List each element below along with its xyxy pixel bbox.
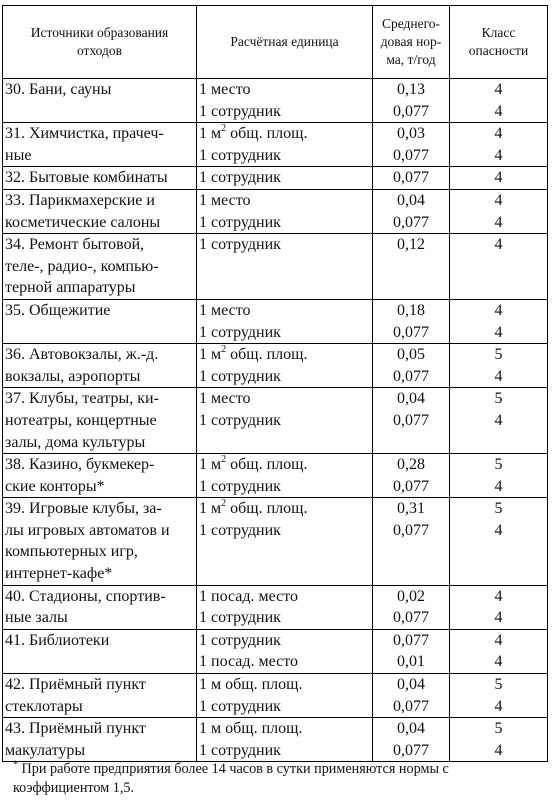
unit-text-rest: общ. площ. xyxy=(226,456,308,474)
norm-cell xyxy=(373,498,450,585)
hazard-class-value: 4 xyxy=(494,477,503,495)
hazard-class-cell xyxy=(450,189,548,233)
table-row xyxy=(3,629,548,673)
source-line: лы игровых автоматов и xyxy=(5,521,170,539)
unit-line xyxy=(199,651,368,673)
table-header-row xyxy=(3,6,548,79)
unit-line xyxy=(199,322,368,344)
unit-line xyxy=(199,740,368,762)
unit-text: 1 сотрудник xyxy=(199,741,281,759)
hazard-class-value: 4 xyxy=(494,146,503,164)
hazard-class-cell xyxy=(450,629,548,673)
hazard-class-value: 4 xyxy=(494,213,503,231)
hazard-class-cell xyxy=(450,234,548,300)
unit-line xyxy=(199,498,368,520)
header-source-line: Источники образования xyxy=(30,25,169,40)
norm-value: 0,01 xyxy=(397,653,425,671)
hazard-class-cell xyxy=(450,388,548,454)
unit-cell xyxy=(197,674,373,718)
table-row xyxy=(3,79,548,123)
footnote-text: При работе предприятия более 14 часов в сутки применяются нормы с xyxy=(18,761,449,777)
source-cell xyxy=(3,585,197,629)
header-source-line: отходов xyxy=(76,43,123,58)
source-cell xyxy=(3,454,197,498)
norm-value: 0,04 xyxy=(397,191,425,209)
hazard-class-value: 5 xyxy=(494,676,503,694)
norm-cell xyxy=(373,299,450,343)
norm-value: 0,077 xyxy=(393,609,429,627)
hazard-class-value: 4 xyxy=(494,323,503,341)
hazard-class-value: 4 xyxy=(494,125,503,143)
table-row xyxy=(3,718,548,762)
header-hazard xyxy=(450,6,548,79)
hazard-class-cell xyxy=(450,454,548,498)
unit-text: 1 посад. место xyxy=(199,587,299,605)
unit-line xyxy=(199,607,368,629)
source-line: 31. Химчистка, прачеч- xyxy=(5,125,164,143)
unit-text: 1 сотрудник xyxy=(199,236,281,254)
norm-value: 0,077 xyxy=(393,411,429,429)
norm-value: 0,02 xyxy=(397,587,425,605)
norm-value: 0,13 xyxy=(397,81,425,98)
source-line: 33. Парикмахерские и xyxy=(5,191,155,209)
unit-line xyxy=(199,410,368,432)
source-cell xyxy=(3,388,197,454)
unit-cell xyxy=(197,498,373,585)
unit-superscript: 2 xyxy=(221,497,227,509)
source-line: 38. Казино, букмекер- xyxy=(5,456,155,474)
norm-value: 0,04 xyxy=(397,390,425,408)
source-cell xyxy=(3,498,197,585)
source-cell xyxy=(3,189,197,233)
table-row xyxy=(3,189,548,233)
hazard-class-cell xyxy=(450,718,548,762)
unit-text: 1 м xyxy=(199,456,222,474)
norm-value: 0,077 xyxy=(393,102,429,120)
header-hazard-line: Класс xyxy=(481,25,516,40)
unit-line xyxy=(199,79,368,101)
hazard-class-cell xyxy=(450,167,548,190)
norm-value: 0,077 xyxy=(393,521,429,539)
unit-line xyxy=(199,145,368,167)
norm-value: 0,18 xyxy=(397,301,425,319)
norm-value: 0,077 xyxy=(393,741,429,759)
source-cell xyxy=(3,167,197,190)
unit-text: 1 место xyxy=(199,390,251,408)
unit-line xyxy=(199,190,368,212)
source-cell xyxy=(3,344,197,388)
unit-text: 1 м общ. площ. xyxy=(199,720,303,738)
unit-line xyxy=(199,454,368,476)
hazard-class-cell xyxy=(450,299,548,343)
source-line: стеклотары xyxy=(5,697,83,715)
norm-cell xyxy=(373,388,450,454)
table-row xyxy=(3,167,548,190)
unit-line xyxy=(199,696,368,718)
hazard-class-value: 5 xyxy=(494,346,503,364)
unit-text: 1 м общ. площ. xyxy=(199,676,303,694)
norm-cell xyxy=(373,344,450,388)
unit-line xyxy=(199,366,368,388)
unit-cell xyxy=(197,629,373,673)
hazard-class-cell xyxy=(450,498,548,585)
header-unit: Расчётная единица xyxy=(197,6,373,79)
unit-text: 1 сотрудник xyxy=(199,367,281,385)
norm-cell xyxy=(373,674,450,718)
unit-line xyxy=(199,167,368,189)
unit-text: 1 сотрудник xyxy=(199,146,281,164)
norm-cell xyxy=(373,718,450,762)
source-line: 35. Общежитие xyxy=(5,301,111,319)
hazard-class-value: 5 xyxy=(494,456,503,474)
unit-text-rest: общ. площ. xyxy=(226,346,308,364)
hazard-class-value: 4 xyxy=(494,169,503,187)
source-line: вокзалы, аэропорты xyxy=(5,367,141,385)
norm-value: 0,077 xyxy=(393,169,429,187)
norm-value: 0,077 xyxy=(393,323,429,341)
norm-value: 0,077 xyxy=(393,213,429,231)
source-line: залы, дома культуры xyxy=(5,433,146,451)
hazard-class-value: 4 xyxy=(494,521,503,539)
unit-line xyxy=(199,300,368,322)
hazard-class-value: 4 xyxy=(494,236,503,254)
norm-cell xyxy=(373,189,450,233)
source-line: 42. Приёмный пункт xyxy=(5,676,146,694)
unit-cell xyxy=(197,454,373,498)
source-line: ные xyxy=(5,146,32,164)
unit-line xyxy=(199,630,368,652)
source-line: 30. Бани, сауны xyxy=(5,81,112,98)
unit-text: 1 место xyxy=(199,81,251,98)
unit-text-rest: общ. площ. xyxy=(226,500,308,518)
unit-cell xyxy=(197,344,373,388)
unit-text: 1 сотрудник xyxy=(199,477,281,495)
source-line: 34. Ремонт бытовой, xyxy=(5,236,145,254)
source-line: 37. Клубы, театры, ки- xyxy=(5,390,159,408)
source-line: 36. Автовокзалы, ж.-д. xyxy=(5,346,159,364)
source-cell xyxy=(3,234,197,300)
footnote-mark: * xyxy=(13,759,18,771)
source-cell xyxy=(3,299,197,343)
hazard-class-value: 4 xyxy=(494,411,503,429)
norm-cell xyxy=(373,234,450,300)
unit-cell xyxy=(197,299,373,343)
header-norm-line: Среднего- xyxy=(381,16,441,31)
unit-line xyxy=(199,388,368,410)
unit-text: 1 сотрудник xyxy=(199,521,281,539)
source-line: 41. Библиотеки xyxy=(5,631,110,649)
hazard-class-value: 4 xyxy=(494,653,503,671)
table-row xyxy=(3,299,548,343)
unit-line xyxy=(199,101,368,123)
header-norm-line: довая нор- xyxy=(380,34,442,49)
unit-cell xyxy=(197,79,373,123)
source-line: терной аппаратуры xyxy=(5,279,136,297)
unit-cell xyxy=(197,123,373,167)
norm-value: 0,077 xyxy=(393,367,429,385)
table-row xyxy=(3,344,548,388)
unit-text: 1 сотрудник xyxy=(199,411,281,429)
norm-cell xyxy=(373,79,450,123)
norm-cell xyxy=(373,123,450,167)
norm-value: 0,28 xyxy=(397,456,425,474)
hazard-class-value: 4 xyxy=(494,587,503,605)
unit-text: 1 м xyxy=(199,500,222,518)
unit-text-rest: общ. площ. xyxy=(226,125,308,143)
source-cell xyxy=(3,674,197,718)
table-row xyxy=(3,498,548,585)
header-norm-line: ма, т/год xyxy=(386,52,436,67)
unit-superscript: 2 xyxy=(221,122,227,134)
unit-text: 1 посад. место xyxy=(199,653,299,671)
unit-line xyxy=(199,123,368,145)
source-cell xyxy=(3,123,197,167)
norm-value: 0,05 xyxy=(397,346,425,364)
unit-text: 1 м xyxy=(199,125,222,143)
source-line: макулатуры xyxy=(5,741,86,759)
hazard-class-value: 4 xyxy=(494,81,503,98)
table-body xyxy=(3,79,548,762)
unit-text: 1 сотрудник xyxy=(199,609,281,627)
unit-line xyxy=(199,586,368,608)
unit-cell xyxy=(197,167,373,190)
hazard-class-value: 4 xyxy=(494,367,503,385)
table-row xyxy=(3,674,548,718)
norm-value: 0,04 xyxy=(397,676,425,694)
unit-cell xyxy=(197,234,373,300)
unit-text: 1 место xyxy=(199,191,251,209)
hazard-class-value: 4 xyxy=(494,191,503,209)
unit-line xyxy=(199,520,368,542)
source-line: ские конторы* xyxy=(5,477,105,495)
unit-cell xyxy=(197,189,373,233)
hazard-class-cell xyxy=(450,344,548,388)
table-row xyxy=(3,123,548,167)
hazard-class-value: 5 xyxy=(494,500,503,518)
hazard-class-cell xyxy=(450,79,548,123)
hazard-class-value: 4 xyxy=(494,301,503,319)
norm-cell xyxy=(373,454,450,498)
norm-value: 0,04 xyxy=(397,720,425,738)
hazard-class-value: 4 xyxy=(494,741,503,759)
footnote-text-continued: коэффициентом 1,5. xyxy=(13,780,135,796)
hazard-class-value: 5 xyxy=(494,720,503,738)
waste-norms-table xyxy=(2,5,548,762)
unit-text: 1 сотрудник xyxy=(199,631,281,649)
unit-text: 1 сотрудник xyxy=(199,213,281,231)
unit-text: 1 м xyxy=(199,346,222,364)
norm-value: 0,12 xyxy=(397,236,425,254)
hazard-class-cell xyxy=(450,123,548,167)
unit-line xyxy=(199,212,368,234)
norm-value: 0,077 xyxy=(393,146,429,164)
unit-line xyxy=(199,718,368,740)
source-line: нотеатры, концертные xyxy=(5,411,157,429)
hazard-class-cell xyxy=(450,674,548,718)
unit-text: 1 сотрудник xyxy=(199,102,281,120)
source-line: интернет-кафе* xyxy=(5,565,113,583)
unit-line xyxy=(199,344,368,366)
unit-line xyxy=(199,476,368,498)
table-row xyxy=(3,234,548,300)
source-cell xyxy=(3,718,197,762)
unit-superscript: 2 xyxy=(221,343,227,355)
hazard-class-value: 5 xyxy=(494,390,503,408)
norm-value: 0,077 xyxy=(393,697,429,715)
hazard-class-value: 4 xyxy=(494,697,503,715)
source-cell xyxy=(3,79,197,123)
table-row xyxy=(3,585,548,629)
source-line: теле-, радио-, компью- xyxy=(5,257,159,275)
unit-line xyxy=(199,234,368,256)
source-line: 39. Игровые клубы, за- xyxy=(5,500,162,518)
source-line: компьютерных игр, xyxy=(5,543,138,561)
header-source xyxy=(3,6,197,79)
source-line: ные залы xyxy=(5,609,68,627)
unit-line xyxy=(199,674,368,696)
unit-text: 1 сотрудник xyxy=(199,697,281,715)
header-norm xyxy=(373,6,450,79)
unit-cell xyxy=(197,388,373,454)
unit-text: 1 сотрудник xyxy=(199,169,281,187)
unit-cell xyxy=(197,718,373,762)
unit-superscript: 2 xyxy=(221,453,227,465)
hazard-class-value: 4 xyxy=(494,631,503,649)
unit-text: 1 место xyxy=(199,301,251,319)
norm-value: 0,03 xyxy=(397,125,425,143)
source-line: косметические салоны xyxy=(5,213,161,231)
unit-cell xyxy=(197,585,373,629)
hazard-class-value: 4 xyxy=(494,609,503,627)
header-hazard-line: опасности xyxy=(468,43,529,58)
hazard-class-value: 4 xyxy=(494,102,503,120)
norm-value: 0,077 xyxy=(393,631,429,649)
unit-text: 1 сотрудник xyxy=(199,323,281,341)
table-row xyxy=(3,454,548,498)
norm-value: 0,31 xyxy=(397,500,425,518)
source-line: 43. Приёмный пункт xyxy=(5,720,146,738)
norm-cell xyxy=(373,167,450,190)
norm-cell xyxy=(373,629,450,673)
norm-value: 0,077 xyxy=(393,477,429,495)
source-line: 32. Бытовые комбинаты xyxy=(5,169,168,187)
hazard-class-cell xyxy=(450,585,548,629)
footnote xyxy=(13,760,543,798)
source-cell xyxy=(3,629,197,673)
norm-cell xyxy=(373,585,450,629)
table-row xyxy=(3,388,548,454)
source-line: 40. Стадионы, спортив- xyxy=(5,587,166,605)
